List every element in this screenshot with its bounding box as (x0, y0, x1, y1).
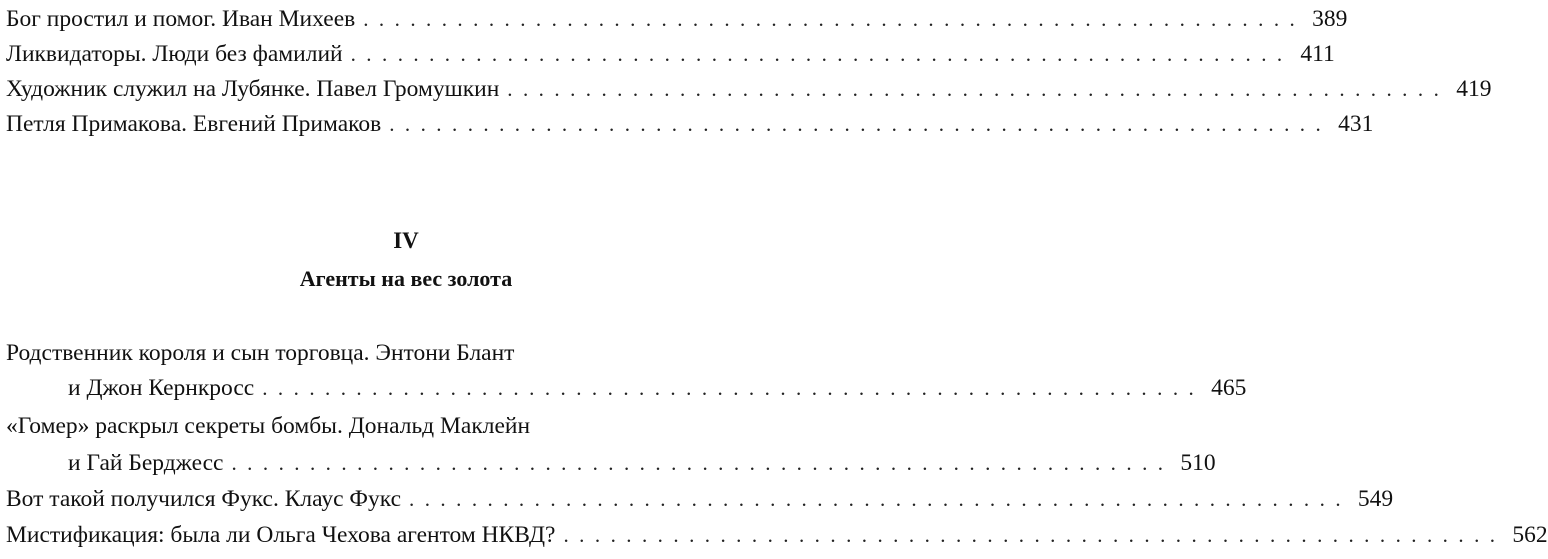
dot-leader: . . . . . . . . . . . . . . . . . . . . . . . . . . . . . . . . . . . . . . . . . . . . . . . . . . . . . . . . . . . . (262, 376, 1197, 400)
toc-entry-page: 465 (1211, 375, 1247, 401)
toc-entry (68, 446, 1216, 480)
toc-entry (6, 518, 1548, 552)
toc-entry-page: 510 (1180, 450, 1216, 476)
toc-entry-page: 419 (1456, 76, 1492, 102)
toc-entry-page: 549 (1357, 486, 1394, 512)
toc-entry-page: 431 (1338, 111, 1374, 137)
toc-entry (68, 371, 1247, 405)
section-number: IV (393, 228, 419, 253)
toc-entry (6, 2, 1348, 36)
toc-entry-title-line2: и Джон Кернкросс (68, 375, 255, 401)
dot-leader: . . . . . . . . . . . . . . . . . . . . . . . . . . . . . . . . . . . . . . . . . . . . . . . . . . . . . . . . . . . . (389, 112, 1324, 136)
toc-entry-title: Вот такой получился Фукс. Клаус Фукс (6, 486, 402, 512)
dot-leader: . . . . . . . . . . . . . . . . . . . . . . . . . . . . . . . . . . . . . . . . . . . . . . . . . . . . . . . . . . . . (507, 77, 1442, 101)
toc-entry (6, 482, 1394, 516)
toc-entry-page: 389 (1312, 6, 1348, 32)
dot-leader: . . . . . . . . . . . . . . . . . . . . . . . . . . . . . . . . . . . . . . . . . . . . . . . . . . . . . . . . . . . . (363, 7, 1298, 31)
toc-entry-title-line1: «Гомер» раскрыл секреты бомбы. Дональд Маклейн (6, 413, 531, 439)
dot-leader: . . . . . . . . . . . . . . . . . . . . . . . . . . . . . . . . . . . . . . . . . . . . . . . . . . . . . . . . . . . . (350, 42, 1285, 66)
dot-leader: . . . . . . . . . . . . . . . . . . . . . . . . . . . . . . . . . . . . . . . . . . . . . . . . . . . . . . . . . . . . (231, 451, 1166, 475)
toc-entry (6, 72, 1492, 106)
toc-entry-page: 411 (1300, 41, 1335, 67)
toc-entry-title: Бог простил и помог. Иван Михеев (6, 6, 356, 32)
toc-entry-page: 562 (1512, 522, 1548, 548)
toc-entry (6, 37, 1335, 71)
toc-entry (6, 107, 1374, 141)
toc-entry-title-line2: и Гай Берджесс (68, 450, 224, 476)
toc-entry-title: Ликвидаторы. Люди без фамилий (6, 41, 343, 67)
toc-entry-title: Художник служил на Лубянке. Павел Громушкин (6, 76, 500, 102)
toc-entry-title-line1: Родственник короля и сын торговца. Энтони Блант (6, 340, 515, 366)
toc-entry-title: Мистификация: была ли Ольга Чехова агентом НКВД? (6, 522, 556, 548)
toc-entry-title: Петля Примакова. Евгений Примаков (6, 111, 382, 137)
dot-leader: . . . . . . . . . . . . . . . . . . . . . . . . . . . . . . . . . . . . . . . . . . . . . . . . . . . . . . . . . . . . (563, 523, 1498, 547)
section-title: Агенты на вес золота (299, 266, 513, 291)
dot-leader: . . . . . . . . . . . . . . . . . . . . . . . . . . . . . . . . . . . . . . . . . . . . . . . . . . . . . . . . . . . . (409, 487, 1344, 511)
